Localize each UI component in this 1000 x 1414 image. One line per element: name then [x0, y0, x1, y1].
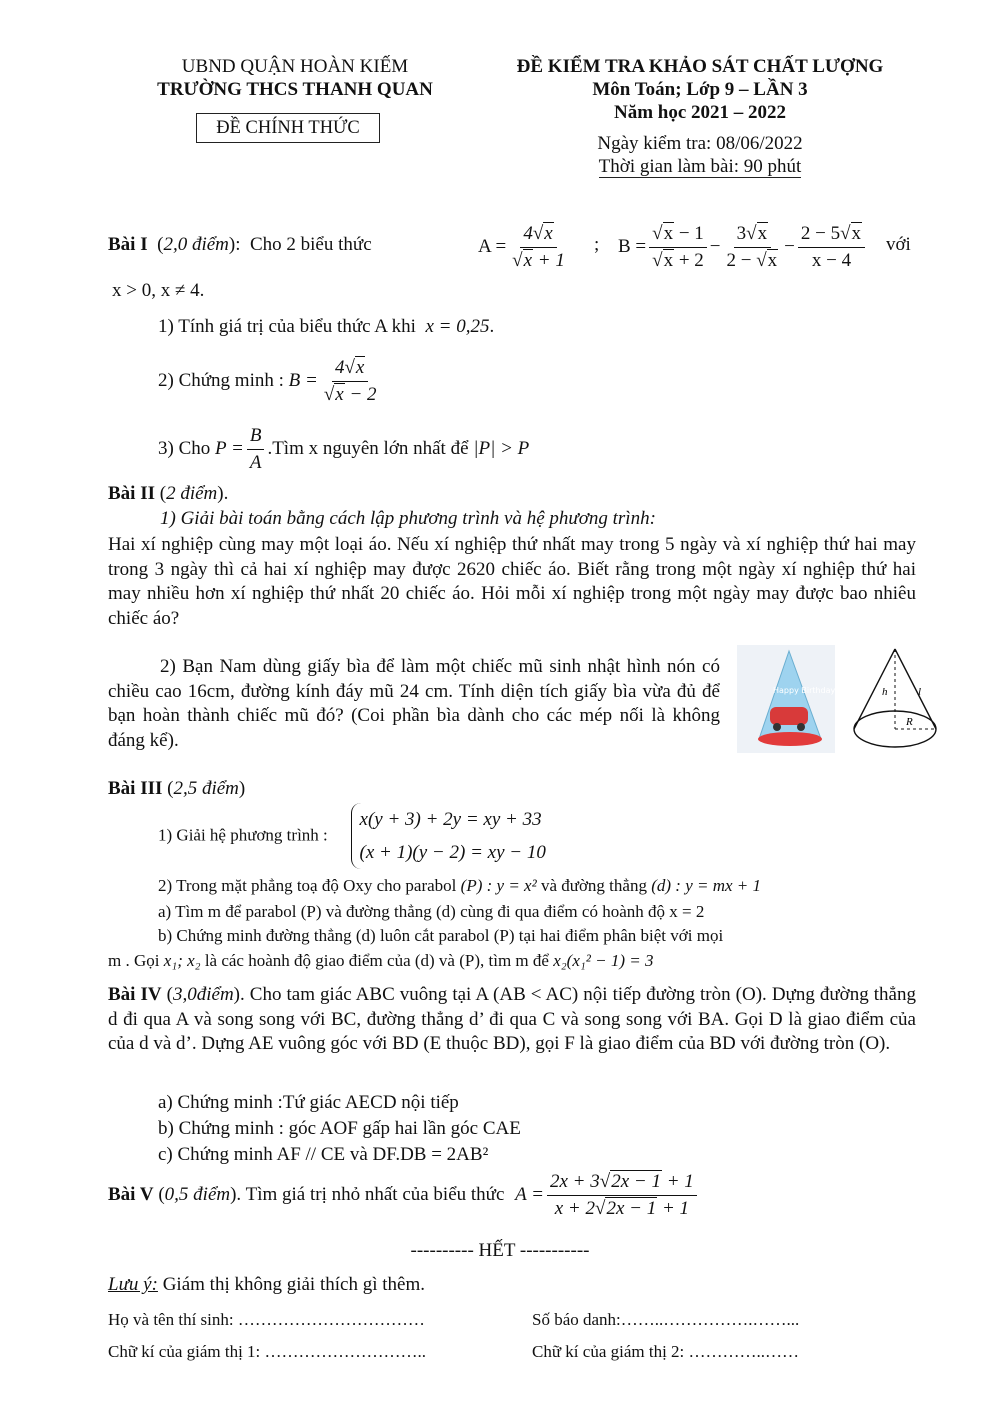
expression-a: A = $\frac{4√x}{√x + 1}$ [478, 223, 565, 271]
separator: ; [594, 234, 600, 255]
equation-1: x(y + 3) + 2y = xy + 33 [359, 809, 542, 830]
expression-b: B = $\frac{√x - 1}{√x + 2}$ − $\frac{3√x}{2 - √x}$ − $\frac{2 - 5√x}{x - 4}$ [618, 222, 868, 273]
bai2-q1-title: 1) Giải bài toán bằng cách lập phương trình và hệ phương trình: [160, 508, 656, 529]
cone-diagram [850, 645, 940, 755]
bai3-qa: a) Tìm m để parabol (P) và đường thẳng (d) cùng đi qua điểm có hoành độ x = 2 [158, 902, 705, 921]
bai1-q2: 2) Chứng minh : B = $\frac{4√x}{√x - 2}$ [158, 357, 377, 405]
cone-r-label: R [906, 716, 913, 728]
exam-time: Thời gian làm bài: 90 phút [598, 156, 802, 177]
cone-h-label: h [882, 686, 888, 698]
bai1-heading: Bài I (2,0 điểm): Cho 2 biểu thức [108, 234, 372, 255]
bai1-q3: 3) Cho P = $\frac{B}{A}$ .Tìm x nguyên lớn nhất để |P| > P [158, 425, 530, 473]
header-right [470, 55, 930, 178]
proctor1-signature-field: Chữ kí của giám thị 1: ……………………….. [108, 1342, 427, 1361]
bai1-with: với [886, 234, 911, 255]
bai3-qb-2: m . Gọi x₁; x₂ là các hoành độ giao điểm của (d) và (P), tìm m để x₂(x₁² − 1) = 3 [108, 951, 654, 970]
bai4-qa: a) Chứng minh :Tứ giác AECD nội tiếp [158, 1092, 459, 1113]
bai4-qc: c) Chứng minh AF // CE và DF.DB = 2AB² [158, 1144, 489, 1165]
hat-label: Happy Birthday [773, 686, 835, 695]
bai3-qb-1: b) Chứng minh đường thẳng (d) luôn cắt parabol (P) tại hai điểm phân biệt với mọi [158, 926, 724, 945]
birthday-hat-image [737, 645, 835, 753]
bai1-condition: x > 0, x ≠ 4. [112, 280, 205, 301]
bai4-qb: b) Chứng minh : góc AOF gấp hai lần góc CAE [158, 1118, 521, 1139]
cone-l-label: l [918, 686, 922, 698]
bai4-text: Bài IV (3,0điểm). Cho tam giác ABC vuông tại A (AB < AC) nội tiếp đường tròn (O). Dựng đường thẳng d đi qua A và song song với BC, đường thẳng d’ đi qua C và song song với BA. Gọi D là giao điểm của của d và d’. Dựng AE vuông góc với BD (E thuộc BD), gọi F là giao điểm của BD với đường tròn (O). [108, 984, 916, 1054]
bai1-line [108, 222, 916, 278]
equation-system [351, 803, 546, 869]
exam-subject: Môn Toán; Lớp 9 – LẦN 3 [592, 79, 808, 100]
equation-2: (x + 1)(y − 2) = xy − 10 [359, 842, 546, 863]
note-line: Lưu ý: Giám thị không giải thích gì thêm. [108, 1274, 425, 1295]
exam-title: ĐỀ KIỂM TRA KHẢO SÁT CHẤT LƯỢNG [516, 56, 884, 77]
district-name: UBND QUẬN HOÀN KIẾM [181, 56, 409, 77]
proctor2-signature-field: Chữ kí của giám thị 2: …………..…… [532, 1342, 800, 1361]
bai3-heading: Bài III (2,5 điểm) [108, 778, 246, 799]
exam-year: Năm học 2021 – 2022 [613, 102, 787, 123]
bai2-q1-text: Hai xí nghiệp cùng may một loại áo. Nếu xí nghiệp thứ nhất may trong 5 ngày và xí nghiệp thứ hai may trong 3 ngày thì cả hai xí nghiệp may được 2620 chiếc áo. Biết rằng trong một ngày xí nghiệp thứ hai may nhiều hơn xí nghiệp thứ nhất 20 chiếc áo. Hỏi mỗi xí nghiệp trong một ngày may được bao nhiêu chiếc áo? [108, 534, 916, 629]
candidate-name-field: Họ và tên thí sinh: …………………………… [108, 1310, 425, 1329]
school-name: TRƯỜNG THCS THANH QUAN [157, 79, 433, 100]
bai1-q1: 1) Tính giá trị của biểu thức A khi x = 0,25. [158, 316, 495, 337]
official-stamp: ĐỀ CHÍNH THỨC [196, 113, 380, 143]
end-marker: ---------- HẾT ----------- [410, 1240, 590, 1261]
candidate-number-field: Số báo danh:……..…………….……... [532, 1310, 800, 1329]
exam-date: Ngày kiểm tra: 08/06/2022 [597, 133, 803, 154]
bai3-q1: 1) Giải hệ phương trình : x(y + 3) + 2y = xy + 33 (x + 1)(y − 2) = xy − 10 [158, 803, 546, 869]
bai5-line: Bài V (0,5 điểm). Tìm giá trị nhỏ nhất của biểu thức A = $\frac{2x + 3√2x - 1 + 1}{x + 2√2x - 1 + 1}$ [108, 1170, 700, 1221]
bai2-heading: Bài II (2 điểm). [108, 483, 229, 504]
header-left [130, 55, 460, 101]
bai3-q2: 2) Trong mặt phẳng toạ độ Oxy cho parabol (P) : y = x² và đường thẳng (d) : y = mx + 1 [158, 876, 762, 895]
bai2-q2-text: 2) Bạn Nam dùng giấy bìa để làm một chiếc mũ sinh nhật hình nón có chiều cao 16cm, đường kính đáy mũ 24 cm. Tính diện tích giấy bìa vừa đủ để bạn hoàn thành chiếc mũ đó? (Coi phần bìa dành cho các mép nối là không đáng kể). [108, 656, 720, 751]
